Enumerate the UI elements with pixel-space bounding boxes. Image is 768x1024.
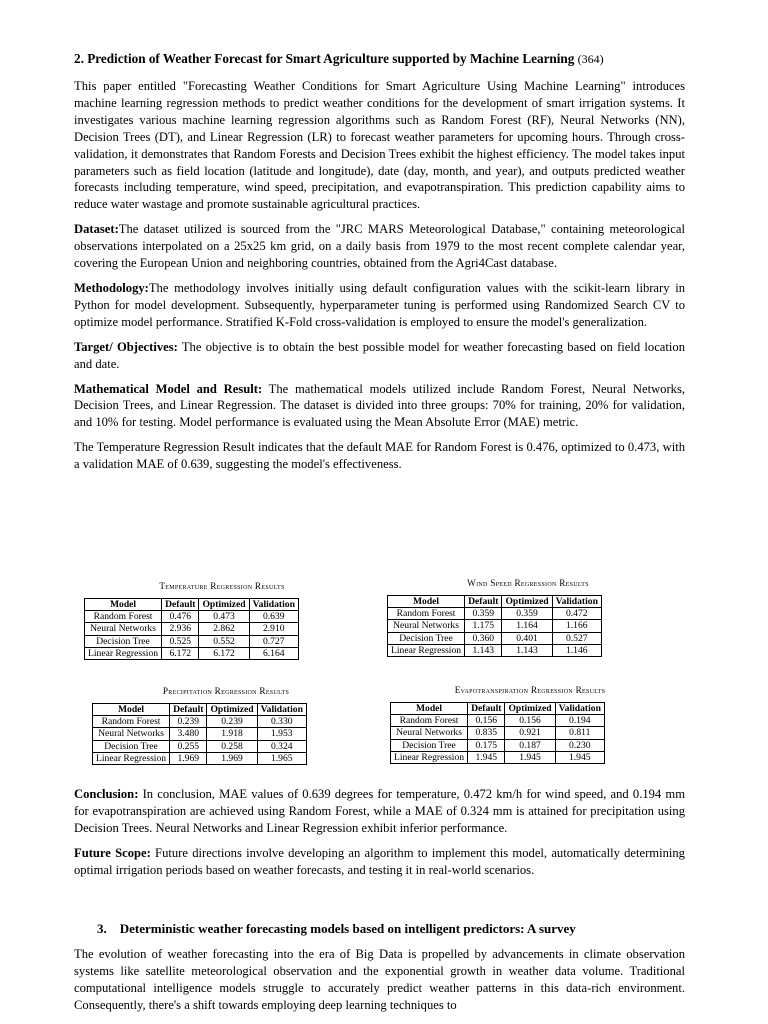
table-row xyxy=(93,716,307,728)
table-cell: 0.525 xyxy=(162,635,199,647)
table-row xyxy=(85,635,299,647)
results-tables xyxy=(84,578,684,774)
future-scope-label: Future Scope: xyxy=(74,845,151,860)
table-cell: 0.239 xyxy=(207,716,257,728)
table-cell: Linear Regression xyxy=(391,751,468,763)
table-cell: 6.172 xyxy=(199,647,249,659)
target-label: Target/ Objectives: xyxy=(74,339,178,354)
future-scope-text: Future directions involve developing an algorithm to implement this model, automatically determining optimal irrigation periods based on weather forecasts, and testing it in real-world scenarios. xyxy=(74,845,685,877)
evapo-table-block xyxy=(390,685,670,764)
table-cell: Decision Tree xyxy=(391,739,468,751)
table-cell: 1.146 xyxy=(552,644,601,656)
target-paragraph xyxy=(74,339,685,373)
table-row xyxy=(391,727,605,739)
table-cell: Neural Networks xyxy=(85,623,162,635)
table-header-cell: Optimized xyxy=(505,703,555,715)
table-header-cell: Validation xyxy=(555,703,604,715)
dataset-text: The dataset utilized is sourced from the "JRC MARS Meteorological Database," containing meteorological observations interpolated on a 25x25 km grid, on a daily basis from 1979 to the most recent complete calendar year, covering the European Union and neighboring countries, obtained from the Agri4Cast database. xyxy=(74,222,685,271)
table-row xyxy=(93,752,307,764)
precipitation-table-block xyxy=(92,686,360,765)
table-header-cell: Default xyxy=(468,703,505,715)
future-scope-paragraph xyxy=(74,845,685,879)
table-cell: 0.255 xyxy=(170,740,207,752)
table-cell: Decision Tree xyxy=(388,632,465,644)
table-row xyxy=(388,644,602,656)
table-header-row xyxy=(93,704,307,716)
table-cell: Random Forest xyxy=(93,716,170,728)
table-cell: 1.965 xyxy=(257,752,306,764)
table-cell: 0.230 xyxy=(555,739,604,751)
table-cell: 0.552 xyxy=(199,635,249,647)
evapo-table xyxy=(390,702,605,764)
evapo-table-caption: Evapotranspiration Regression Results xyxy=(454,685,606,695)
table-cell: 0.324 xyxy=(257,740,306,752)
table-cell: 0.156 xyxy=(468,715,505,727)
table-cell: 1.166 xyxy=(552,620,601,632)
table-cell: 0.472 xyxy=(552,608,601,620)
table-cell: 0.156 xyxy=(505,715,555,727)
table-cell: Linear Regression xyxy=(93,752,170,764)
table-header-cell: Default xyxy=(162,599,199,611)
temperature-table-caption: Temperature Regression Results xyxy=(159,581,285,591)
table-header-row xyxy=(388,596,602,608)
table-header-cell: Validation xyxy=(249,599,298,611)
table-cell: 1.945 xyxy=(555,751,604,763)
table-cell: Random Forest xyxy=(85,611,162,623)
table-row xyxy=(85,623,299,635)
methodology-paragraph xyxy=(74,280,685,331)
table-cell: 0.473 xyxy=(199,611,249,623)
wind-table-block xyxy=(387,578,669,657)
table-cell: 6.164 xyxy=(249,647,298,659)
table-header-cell: Default xyxy=(170,704,207,716)
table-cell: Random Forest xyxy=(391,715,468,727)
table-header-row xyxy=(391,703,605,715)
table-row xyxy=(388,632,602,644)
table-cell: 3.480 xyxy=(170,728,207,740)
table-row xyxy=(391,751,605,763)
table-row xyxy=(391,739,605,751)
table-header-cell: Model xyxy=(93,704,170,716)
dataset-paragraph xyxy=(74,221,685,272)
section-3-intro: The evolution of weather forecasting into the era of Big Data is propelled by advancements in climate observation systems like satellite meteorological observation and the exponential growth in weather data volume. Traditional computational intelligence models struggle to accurately predict weather patterns in this data-rich environment. Consequently, there's a shift towards employing deep learning techniques to xyxy=(74,947,685,1012)
table-cell: 0.194 xyxy=(555,715,604,727)
section-3-heading xyxy=(97,921,576,937)
table-row xyxy=(93,740,307,752)
table-cell: 0.239 xyxy=(170,716,207,728)
table-row xyxy=(391,715,605,727)
section-3-title: Deterministic weather forecasting models based on intelligent predictors: A survey xyxy=(119,921,576,936)
intro-paragraph: This paper entitled "Forecasting Weather Conditions for Smart Agriculture Using Machine Learning" introduces machine learning regression methods to predict weather conditions for the development of smart irrigation systems. It investigates various machine learning regression algorithms such as Random Forest (RF), Neural Networks (NN), Decision Trees (DT), and Linear Regression (LR) to forecast weather parameters for upcoming hours. Through cross-validation, it demonstrates that Random Forests and Decision Trees exhibit the highest efficiency. The model takes input parameters such as field location (latitude and longitude), date (day, month, and year), and outputs predicted weather forecasts including temperature, wind speed, precipitation, and evapotranspiration. This prediction capability aims to reduce water wastage and promote sustainable agricultural practices. xyxy=(74,79,685,212)
table-cell: 0.639 xyxy=(249,611,298,623)
section-2-title-number: (364) xyxy=(577,52,604,66)
table-cell: 1.918 xyxy=(207,728,257,740)
table-cell: Neural Networks xyxy=(391,727,468,739)
table-header-cell: Optimized xyxy=(199,599,249,611)
table-row xyxy=(388,608,602,620)
methodology-label: Methodology: xyxy=(74,280,149,295)
wind-table-caption: Wind Speed Regression Results xyxy=(467,578,589,588)
table-cell: 0.359 xyxy=(465,608,502,620)
table-row xyxy=(93,728,307,740)
math-model-label: Mathematical Model and Result: xyxy=(74,381,263,396)
table-cell: 1.143 xyxy=(502,644,552,656)
table-cell: Random Forest xyxy=(388,608,465,620)
conclusion-text: In conclusion, MAE values of 0.639 degrees for temperature, 0.472 km/h for wind speed, and 0.194 mm for evapotranspiration are achieved using Random Forest, while a MAE of 0.324 mm is attained for precipitation using Decision Trees. Neural Networks and Linear Regression exhibit inferior performance. xyxy=(74,787,685,835)
table-cell: 1.175 xyxy=(465,620,502,632)
table-cell: 1.143 xyxy=(465,644,502,656)
section-2 xyxy=(74,50,685,481)
table-header-cell: Validation xyxy=(552,596,601,608)
table-cell: 0.258 xyxy=(207,740,257,752)
table-header-row xyxy=(85,599,299,611)
temperature-table-block xyxy=(84,581,360,660)
table-cell: 2.936 xyxy=(162,623,199,635)
table-cell: 0.835 xyxy=(468,727,505,739)
table-cell: 0.187 xyxy=(505,739,555,751)
dataset-label: Dataset: xyxy=(74,222,119,237)
section-3-number: 3. xyxy=(97,921,107,936)
table-row xyxy=(85,647,299,659)
table-cell: 1.969 xyxy=(170,752,207,764)
table-cell: Neural Networks xyxy=(93,728,170,740)
table-row xyxy=(388,620,602,632)
conclusion-label: Conclusion: xyxy=(74,787,139,801)
table-header-cell: Model xyxy=(85,599,162,611)
math-model-paragraph xyxy=(74,381,685,432)
conclusion-section xyxy=(74,786,685,887)
table-cell: 0.175 xyxy=(468,739,505,751)
table-cell: Neural Networks xyxy=(388,620,465,632)
table-header-cell: Model xyxy=(388,596,465,608)
table-cell: 0.330 xyxy=(257,716,306,728)
table-header-cell: Default xyxy=(465,596,502,608)
section-2-heading xyxy=(74,50,685,68)
precipitation-table-caption: Precipitation Regression Results xyxy=(162,686,290,696)
table-cell: 1.969 xyxy=(207,752,257,764)
section-2-title: 2. Prediction of Weather Forecast for Smart Agriculture supported by Machine Learning xyxy=(74,51,575,66)
table-cell: 1.953 xyxy=(257,728,306,740)
table-cell: 0.527 xyxy=(552,632,601,644)
table-cell: 0.727 xyxy=(249,635,298,647)
methodology-text: The methodology involves initially using default configuration values with the scikit-learn library in Python for model development. Subsequently, hyperparameter tuning is performed using Randomized Search CV to optimize model performance. Stratified K-Fold cross-validation is employed to ensure the model's generalization. xyxy=(74,280,685,329)
table-header-cell: Optimized xyxy=(207,704,257,716)
table-header-cell: Validation xyxy=(257,704,306,716)
table-cell: Linear Regression xyxy=(85,647,162,659)
table-cell: 0.811 xyxy=(555,727,604,739)
temperature-result-paragraph: The Temperature Regression Result indicates that the default MAE for Random Forest is 0.476, optimized to 0.473, with a validation MAE of 0.639, suggesting the model's effectiveness. xyxy=(74,440,685,472)
table-header-cell: Model xyxy=(391,703,468,715)
precipitation-table xyxy=(92,703,307,765)
table-cell: Linear Regression xyxy=(388,644,465,656)
table-cell: 1.945 xyxy=(505,751,555,763)
table-cell: 2.910 xyxy=(249,623,298,635)
table-cell: 1.164 xyxy=(502,620,552,632)
table-cell: 6.172 xyxy=(162,647,199,659)
table-cell: 0.401 xyxy=(502,632,552,644)
math-model-text: The mathematical models utilized include Random Forest, Neural Networks, Decision Trees, and Linear Regression. The dataset is divided into three groups: 70% for training, 20% for validation, and 10% for testing. Model performance is evaluated using the Mean Absolute Error (MAE) metric. xyxy=(74,381,685,430)
table-row xyxy=(85,611,299,623)
wind-table xyxy=(387,595,602,657)
table-cell: Decision Tree xyxy=(93,740,170,752)
target-text: The objective is to obtain the best possible model for weather forecasting based on field location and date. xyxy=(74,339,685,371)
temperature-table xyxy=(84,598,299,660)
table-header-cell: Optimized xyxy=(502,596,552,608)
table-cell: 0.921 xyxy=(505,727,555,739)
table-cell: 0.476 xyxy=(162,611,199,623)
table-cell: 0.359 xyxy=(502,608,552,620)
conclusion-paragraph xyxy=(74,786,685,837)
table-cell: 2.862 xyxy=(199,623,249,635)
table-cell: 0.360 xyxy=(465,632,502,644)
table-cell: Decision Tree xyxy=(85,635,162,647)
table-cell: 1.945 xyxy=(468,751,505,763)
